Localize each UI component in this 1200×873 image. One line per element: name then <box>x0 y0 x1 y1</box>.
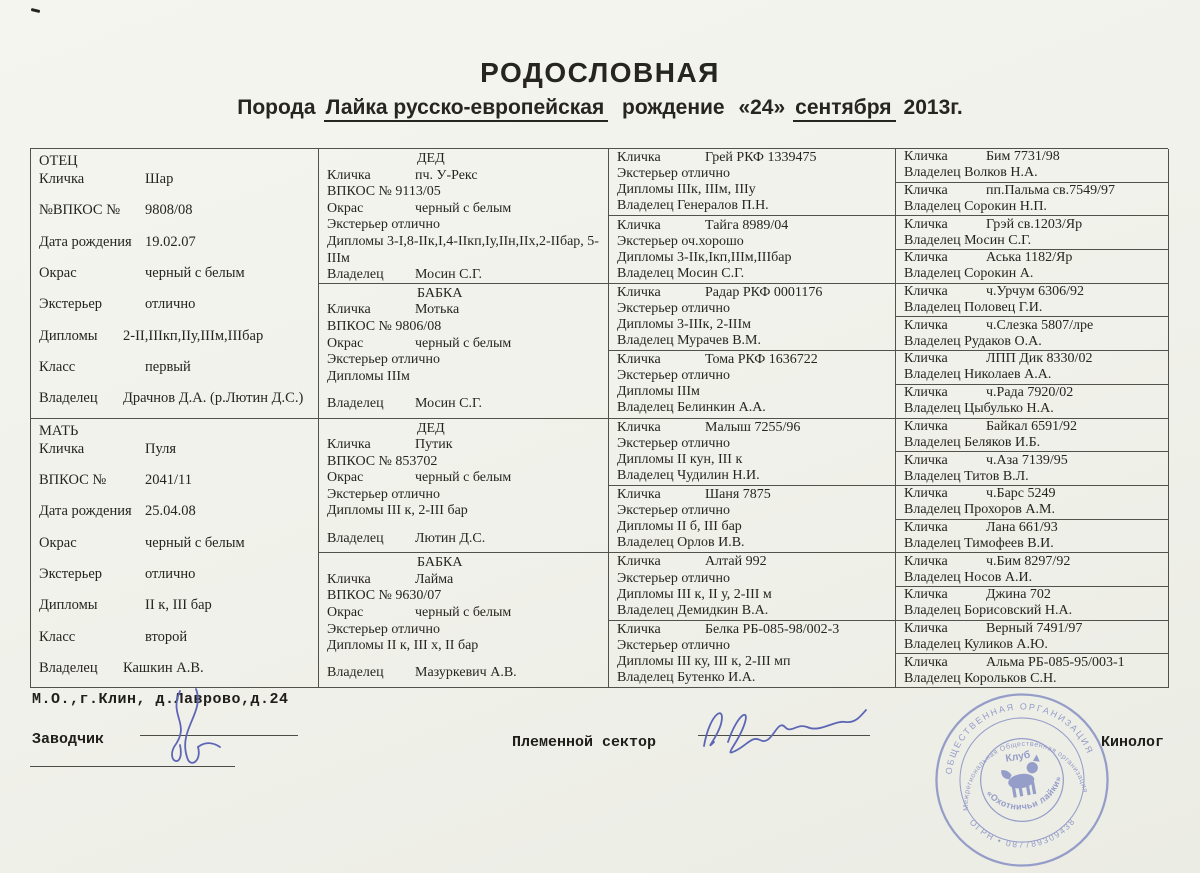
field-line: Класс второй <box>39 628 188 645</box>
field-line: Окрас черный с белым <box>39 265 245 282</box>
field-line: Окрас черный с белым <box>327 470 512 486</box>
field-line: Владелец Носов А.И. <box>904 569 1033 585</box>
stamp-club-name: «Охотничьи лайки» <box>984 774 1064 812</box>
field-line: №ВПКОС № 9808/08 <box>39 202 193 219</box>
grandfather-paternal-cell <box>319 149 609 284</box>
breeder-signature-line <box>140 735 298 736</box>
field-line: Владелец Орлов И.В. <box>617 535 745 551</box>
field-line: Дипломы II к, III х, II бар <box>327 638 479 654</box>
field-line: Дипломы 2-II,IIIкп,IIу,IIIм,IIIбар <box>39 327 264 344</box>
pedigree-table <box>30 148 1168 688</box>
great-grandparent-cell <box>609 351 896 418</box>
field-line: Кличка Тайга 8989/04 <box>617 217 789 233</box>
field-line: Владелец Беляков И.Б. <box>904 434 1041 450</box>
field-line: Окрас черный с белым <box>327 335 512 351</box>
birth-day: «24» <box>738 96 786 119</box>
field-line: Экстерьер отлично <box>39 565 196 582</box>
field-line: Дипломы 3-IIк,Iкп,IIIм,IIIбар <box>617 249 792 265</box>
section-title: МАТЬ <box>39 422 79 439</box>
field-line: Владелец Половец Г.И. <box>904 300 1043 316</box>
stamp-outer-bottom-text: ОГРН • 087789309438 <box>967 815 1078 850</box>
gg-grandparent-cell <box>896 520 1169 554</box>
father-cell <box>31 149 319 419</box>
breeding-sector-label: Племенной сектор <box>512 734 657 751</box>
field-line: Дипломы IIIк, IIIм, IIIу <box>617 182 756 198</box>
field-line: Владелец Мосин С.Г. <box>327 395 482 411</box>
field-line: Экстерьер отлично <box>327 217 440 233</box>
field-line: Кличка ч.Барс 5249 <box>904 486 1056 502</box>
field-line: Дипломы II б, III бар <box>617 519 742 535</box>
stamp-middle-ring-text: Межрегиональная Общественная организация <box>961 739 1090 811</box>
field-line: Кличка Шар <box>39 171 174 187</box>
field-line: Кличка пч. У-Рекс <box>327 167 478 183</box>
gg-grandparent-cell <box>896 587 1169 621</box>
field-line: Экстерьер отлично <box>617 301 730 317</box>
field-line: Кличка Грэй св.1203/Яр <box>904 216 1083 232</box>
field-line: Владелец Генералов П.Н. <box>617 198 769 214</box>
section-title: БАБКА <box>417 285 463 301</box>
field-line: Экстерьер отлично <box>617 637 730 653</box>
field-line: Владелец Волков Н.А. <box>904 165 1038 181</box>
great-grandparent-cell <box>609 216 896 283</box>
field-line: Экстерьер отлично <box>327 621 440 637</box>
stamp-outer-top-text: ОБЩЕСТВЕННАЯ ОРГАНИЗАЦИЯ <box>943 701 1096 775</box>
great-grandparent-cell <box>609 621 896 688</box>
gg-grandparent-cell <box>896 183 1169 217</box>
field-line: Владелец Рудаков О.А. <box>904 333 1042 349</box>
field-line: Дипломы II к, III бар <box>39 597 212 614</box>
gg-grandparent-cell <box>896 250 1169 284</box>
field-line: Кличка ч.Слезка 5807/лре <box>904 317 1094 333</box>
field-line: Дипломы III ку, III к, 2-III мп <box>617 653 791 669</box>
field-line: Владелец Драчнов Д.А. (р.Лютин Д.С.) <box>39 390 304 407</box>
breed-name: Лайка русско-европейская <box>324 96 609 122</box>
field-line: Кличка Мотька <box>327 302 460 318</box>
field-line: ВПКОС № 9630/07 <box>327 588 442 604</box>
father-name: Шар <box>145 171 174 187</box>
field-line: Кличка Бим 7731/98 <box>904 149 1060 165</box>
gg-grandparent-cell <box>896 486 1169 520</box>
field-line: Окрас черный с белым <box>327 605 512 621</box>
field-line: Дипломы 3-IIIк, 2-IIIм <box>617 317 751 333</box>
field-line: Дата рождения 25.04.08 <box>39 503 196 520</box>
field-line: Кличка Лайма <box>327 571 454 587</box>
field-line: Кличка Радар РКФ 0001176 <box>617 284 823 300</box>
field-line: Кличка Пуля <box>39 440 176 457</box>
field-line: Экстерьер отлично <box>39 296 196 313</box>
field-line: Дата рождения 19.02.07 <box>39 233 196 250</box>
section-title: БАБКА <box>417 555 463 571</box>
field-line: Кличка Тома РКФ 1636722 <box>617 352 818 368</box>
field-line: Кличка Альма РБ-085-95/003-1 <box>904 654 1125 670</box>
mother-name: Пуля <box>145 440 176 457</box>
field-line: Кличка пп.Пальма св.7549/97 <box>904 183 1115 199</box>
field-line: Экстерьер отлично <box>617 368 730 384</box>
field-line: Кличка Грей РКФ 1339475 <box>617 150 817 166</box>
field-line: ВПКОС № 853702 <box>327 453 438 469</box>
field-line: Дипломы 3-I,8-IIк,I,4-IIкп,Iу,IIн,IIх,2-IIбар, 5-IIIм <box>327 233 599 266</box>
field-line: Владелец Корольков С.Н. <box>904 670 1057 686</box>
field-line: Кличка ч.Аза 7139/95 <box>904 452 1068 468</box>
field-line: Экстерьер отлично <box>327 486 440 502</box>
field-line: Дипломы III к, II у, 2-III м <box>617 586 772 602</box>
field-line: Владелец Борисовский Н.А. <box>904 603 1073 619</box>
gg-grandparent-cell <box>896 351 1169 385</box>
field-line: Владелец Титов В.Л. <box>904 468 1029 484</box>
field-line: Владелец Чудилин Н.И. <box>617 467 760 483</box>
page-title: РОДОСЛОВНАЯ <box>480 57 720 88</box>
gg-grandparent-cell <box>896 317 1169 351</box>
field-line: Владелец Мазуркевич А.В. <box>327 665 517 681</box>
gg-grandparent-cell <box>896 621 1169 655</box>
cynologist-label: Кинолог <box>1101 734 1165 751</box>
breeder-label: Заводчик <box>32 731 105 748</box>
field-line: Владелец Лютин Д.С. <box>327 530 486 546</box>
great-grandparent-cell <box>609 149 896 216</box>
great-grandparent-cell <box>609 553 896 620</box>
field-line: Владелец Кашкин А.В. <box>39 659 204 676</box>
field-line: Экстерьер отлично <box>327 352 440 368</box>
section-title: ОТЕЦ <box>39 153 78 169</box>
field-line: Кличка Байкал 6591/92 <box>904 418 1078 434</box>
field-line: Окрас черный с белым <box>39 534 245 551</box>
field-line: Владелец Бутенко И.А. <box>617 669 756 685</box>
gg-grandparent-cell <box>896 553 1169 587</box>
field-line: Дипломы II кун, III к <box>617 451 743 467</box>
extra-signature-line <box>30 766 235 767</box>
field-line: Кличка Белка РБ-085-98/002-3 <box>617 621 840 637</box>
field-line: Владелец Цыбулько Н.А. <box>904 401 1054 417</box>
pen-mark <box>31 8 40 13</box>
field-line: Дипломы III к, 2-III бар <box>327 503 468 519</box>
gg-grandparent-cell <box>896 452 1169 486</box>
club-stamp <box>913 671 1131 873</box>
field-line: Кличка ЛПП Дик 8330/02 <box>904 351 1093 367</box>
gg-grandparent-cell <box>896 149 1169 183</box>
field-line: Владелец Мосин С.Г. <box>617 265 745 281</box>
field-line: Класс первый <box>39 359 191 376</box>
field-line: Кличка Путик <box>327 437 453 453</box>
sector-signature-line <box>698 735 870 736</box>
field-line: Кличка ч.Рада 7920/02 <box>904 385 1074 401</box>
grandmother-maternal-cell <box>319 553 609 688</box>
field-line: Экстерьер оч.хорошо <box>617 233 744 249</box>
field-line: Экстерьер отлично <box>617 435 730 451</box>
gg-grandparent-cell <box>896 216 1169 250</box>
great-grandparent-cell <box>609 284 896 351</box>
field-line: ВПКОС № 9806/08 <box>327 318 442 334</box>
grandmother-paternal-cell <box>319 284 609 419</box>
birth-month: сентября <box>793 96 895 122</box>
field-line: Владелец Сорокин А. <box>904 266 1034 282</box>
mother-cell <box>31 419 319 689</box>
field-line: Кличка Верный 7491/97 <box>904 620 1083 636</box>
field-line: Владелец Прохоров А.М. <box>904 502 1055 518</box>
field-line: Дипломы IIIм <box>617 384 700 400</box>
field-line: Владелец Куликов А.Ю. <box>904 636 1048 652</box>
field-line: Владелец Мосин С.Г. <box>904 232 1032 248</box>
field-line: Владелец Мосин С.Г. <box>327 267 482 283</box>
field-line: Кличка ч.Урчум 6306/92 <box>904 284 1084 300</box>
gg-grandparent-cell <box>896 419 1169 453</box>
section-title: ДЕД <box>417 151 445 166</box>
breeding-sector-signature <box>688 698 883 766</box>
field-line: Владелец Мурачев В.М. <box>617 333 761 349</box>
grandfather-maternal-cell <box>319 419 609 554</box>
field-line: Экстерьер отлично <box>617 570 730 586</box>
birth-year: 2013г. <box>903 96 963 119</box>
great-grandparent-cell <box>609 486 896 553</box>
breed-prefix: Порода <box>237 96 316 119</box>
field-line: Кличка ч.Бим 8297/92 <box>904 553 1071 569</box>
field-line: Кличка Аська 1182/Яр <box>904 250 1073 266</box>
field-line: Экстерьер отлично <box>617 166 730 182</box>
field-line: Кличка Джина 702 <box>904 587 1051 603</box>
birth-label: рождение <box>622 96 725 119</box>
field-line: Владелец Николаев А.А. <box>904 367 1052 383</box>
breed-line <box>0 96 1200 120</box>
stamp-club-word: Клуб <box>1004 749 1032 765</box>
great-grandparent-cell <box>609 419 896 486</box>
field-line: ВПКОС № 2041/11 <box>39 471 192 488</box>
field-line: Владелец Демидкин В.А. <box>617 602 769 618</box>
field-line: Кличка Алтай 992 <box>617 554 767 570</box>
field-line: Владелец Сорокин Н.П. <box>904 199 1047 215</box>
kennel-address: М.О.,г.Клин, д.Лаврово,д.24 <box>32 691 289 708</box>
field-line: ВПКОС № 9113/05 <box>327 184 441 200</box>
field-line: Дипломы IIIм <box>327 368 410 384</box>
field-line: Владелец Белинкин А.А. <box>617 400 766 416</box>
field-line: Экстерьер отлично <box>617 503 730 519</box>
gg-grandparent-cell <box>896 284 1169 318</box>
field-line: Кличка Шаня 7875 <box>617 487 771 503</box>
field-line: Кличка Малыш 7255/96 <box>617 419 801 435</box>
gg-grandparent-cell <box>896 385 1169 419</box>
field-line: Кличка Лана 661/93 <box>904 519 1058 535</box>
section-title: ДЕД <box>417 420 445 436</box>
field-line: Окрас черный с белым <box>327 200 512 216</box>
field-line: Владелец Тимофеев В.И. <box>904 535 1054 551</box>
